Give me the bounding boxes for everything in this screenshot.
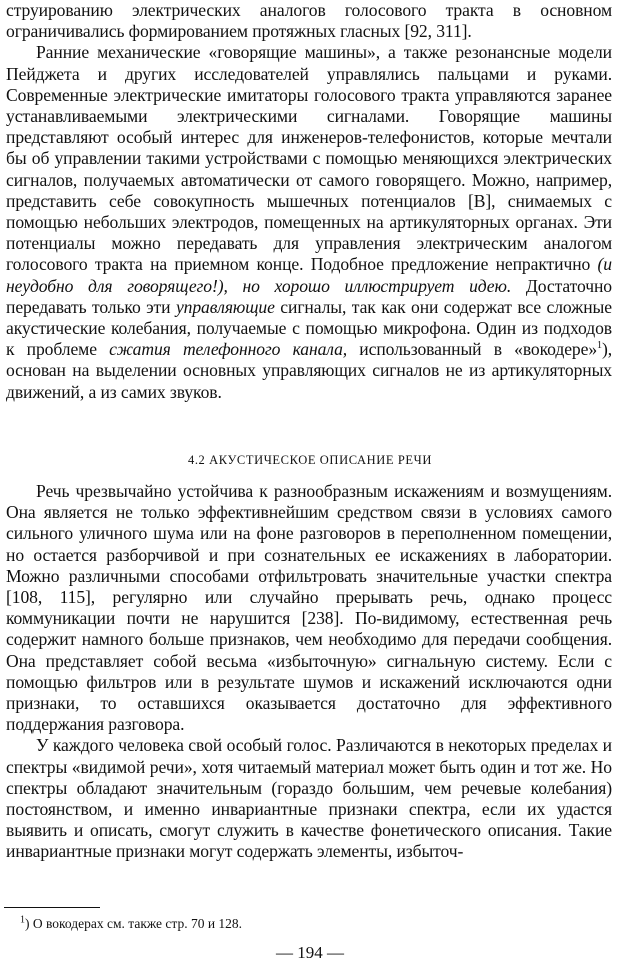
- footnote-mark: 1: [20, 914, 25, 926]
- italic-term-channel-compression: сжатия телефонного канала,: [109, 339, 348, 360]
- footnote-divider: [4, 907, 100, 908]
- paragraph-speech-robustness: Речь чрезвычайно устойчива к разнообразным искажениям и возмущениям. Она является не только эффективнейшим средством связи в условиях самого сильного уличного шума или на фоне разговоров в переполненном помещении, но остается разборчивой и при сознательных ее искажениях в лаборатории. Можно различными способами отфильтровать значительные участки спектра [108, 115], регулярно или случайно прерывать речь, однако процесс коммуникации почти не нарушится [238]. По-видимому, естественная речь содержит намного больше признаков, чем необходимо для передачи сообщения. Она представляет собой весьма «избыточную» сигнальную систему. Если с помощью фильтров или в результате шумов и искажений исключаются одни признаки, то оставшихся оказывается достаточно для эффективного поддержания разговора.: [6, 481, 612, 735]
- top-text-block: [6, 0, 612, 403]
- page-number: — 194 —: [276, 943, 344, 962]
- paragraph-text: Достаточно передавать только эти: [6, 275, 612, 317]
- paragraph-continuation: струированию электрических аналогов голосового тракта в основном ограничивались формированием протяжных гласных [92, 311].: [6, 0, 612, 42]
- section-text-block: [6, 481, 612, 863]
- paragraph-talking-machines: [6, 42, 612, 402]
- paragraph-text: ), основан на выделении основных управляющих сигналов не из артикуляторных движений, а из самих звуков.: [6, 339, 612, 402]
- section-heading: 4.2 АКУСТИЧЕСКОЕ ОПИСАНИЕ РЕЧИ: [187, 453, 432, 467]
- paragraph-text: использованный в «вокодере»: [347, 339, 598, 360]
- paragraph-individual-voice: У каждого человека свой особый голос. Различаются в некоторых пределах и спектры «видимой речи», хотя читаемый материал может быть один и тот же. Но спектры обладают значительным (гораздо большим, чем речевые колебания) постоянством, и именно инвариантные признаки спектра, если их удастся выявить и описать, смогут служить в качестве фонетического описания. Такие инвариантные признаки могут содержать элементы, избыточ-: [6, 735, 612, 862]
- footnote: [20, 915, 242, 932]
- footnote-text: ) О вокодерах см. также стр. 70 и 128.: [25, 916, 243, 931]
- italic-term-control: управляющие: [175, 296, 275, 317]
- paragraph-text: Ранние механические «говорящие машины», а также резонансные модели Пейджета и других исследователей управлялись пальцами и руками. Современные электрические имитаторы голосового тракта управляются заранее устанавливаемыми электрическими сигналами. Говорящие машины представляют особый интерес для инженеров-телефонистов, которые мечтали бы об управлении такими устройствами с помощью меняющихся электрических сигналов, получаемых автоматически от самого говорящего. Можно, например, представить себе совокупность мышечных потенциалов [В], снимаемых с помощью небольших электродов, помещенных на артикуляторных органах. Эти потенциалы можно передавать для управления электрическим аналогом голосового тракта на приемном конце. Подобное предложение непрактично: [6, 42, 612, 275]
- footnote-reference: 1: [597, 340, 602, 352]
- paragraph-text: сигналы, так как они содержат все сложные акустические колебания, получаемые с помощью микрофона. Один из подходов к проблеме: [6, 296, 612, 360]
- italic-aside: (и неудобно для говорящего!), но хорошо иллюстрирует идею.: [6, 254, 612, 296]
